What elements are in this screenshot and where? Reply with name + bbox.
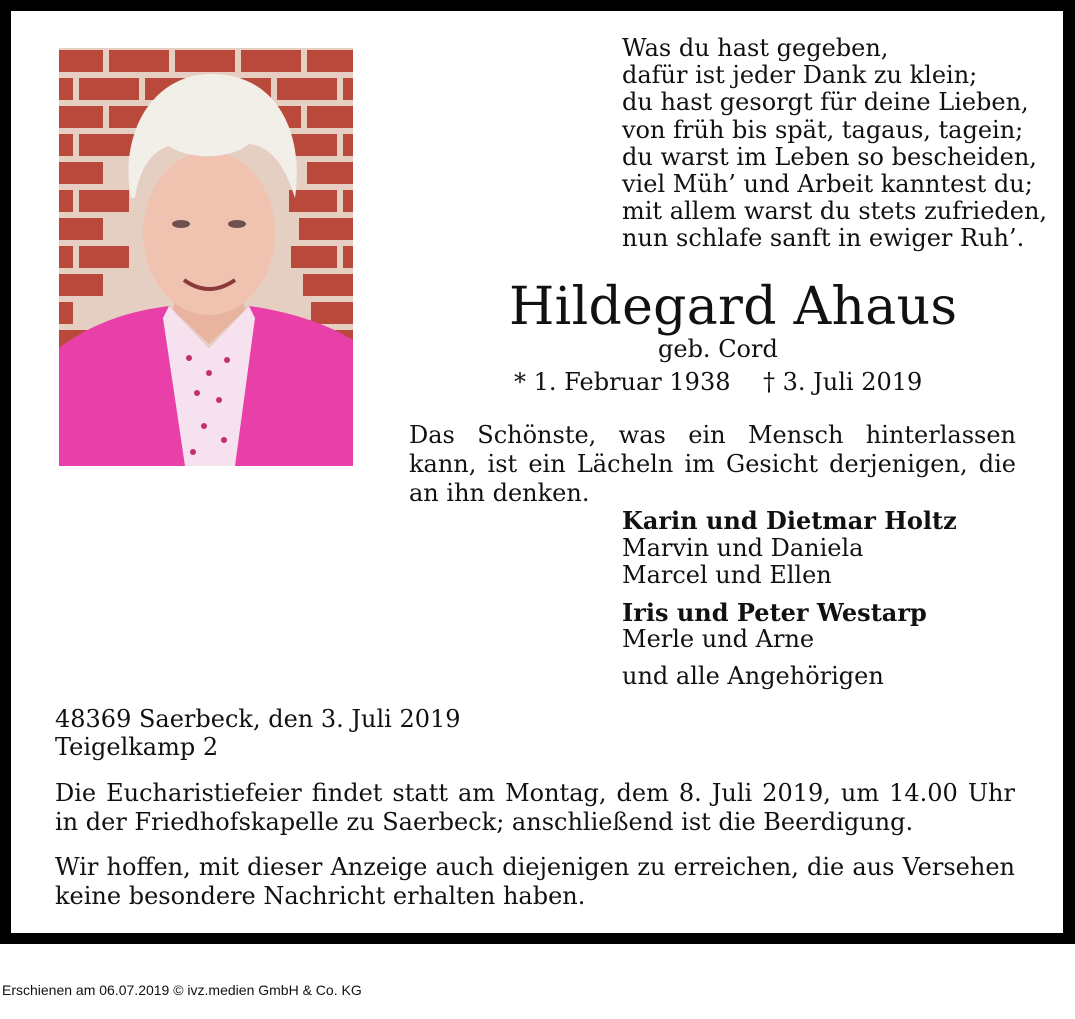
obituary-card	[11, 11, 1063, 933]
poem-line: dafür ist jeder Dank zu klein;	[622, 61, 978, 90]
address-block	[55, 705, 461, 761]
publication-footer: Erschienen am 06.07.2019 © ivz.medien GmbH & Co. KG	[2, 982, 362, 998]
family-head: Karin und Dietmar Holtz	[622, 506, 957, 535]
poem-line: nun schlafe sanft in ewiger Ruh’.	[622, 224, 1025, 253]
family-member: Merle und Arne	[622, 625, 815, 653]
other-relatives: und alle Angehörigen	[622, 661, 884, 690]
birth-date: * 1. Februar 1938	[514, 368, 731, 396]
mourners-list	[622, 507, 957, 690]
service-note: Die Eucharistiefeier findet statt am Montag, dem 8. Juli 2019, um 14.00 Uhr in der Friedhofskapelle zu Saerbeck; anschließend ist die Beerdigung.	[55, 779, 1015, 836]
poem-line: von früh bis spät, tagaus, tagein;	[622, 115, 1024, 144]
poem-line: mit allem warst du stets zufrieden,	[622, 197, 1048, 226]
deceased-name: Hildegard Ahaus	[509, 277, 958, 337]
poem-line: du warst im Leben so bescheiden,	[622, 142, 1037, 171]
poem-line: du hast gesorgt für deine Lieben,	[622, 88, 1029, 117]
death-date: † 3. Juli 2019	[763, 368, 923, 396]
street-address: Teigelkamp 2	[55, 733, 219, 761]
family-member: Marcel und Ellen	[622, 561, 832, 589]
birth-name: geb. Cord	[658, 335, 778, 363]
place-date: 48369 Saerbeck, den 3. Juli 2019	[55, 705, 461, 733]
poem-line: viel Müh’ und Arbeit kanntest du;	[622, 170, 1033, 199]
poem-line: Was du hast gegeben,	[622, 34, 889, 62]
memorial-poem	[622, 35, 1047, 253]
closing-note: Wir hoffen, mit dieser Anzeige auch diejenigen zu erreichen, die aus Versehen keine besondere Nachricht erhalten haben.	[55, 853, 1015, 910]
family-member: Marvin und Daniela	[622, 533, 864, 562]
portrait-photo	[59, 48, 353, 466]
family-head: Iris und Peter Westarp	[622, 597, 927, 627]
memorial-quote: Das Schönste, was ein Mensch hinterlassen kann, ist ein Lächeln im Gesicht derjenigen, die an ihn denken.	[409, 421, 1016, 507]
